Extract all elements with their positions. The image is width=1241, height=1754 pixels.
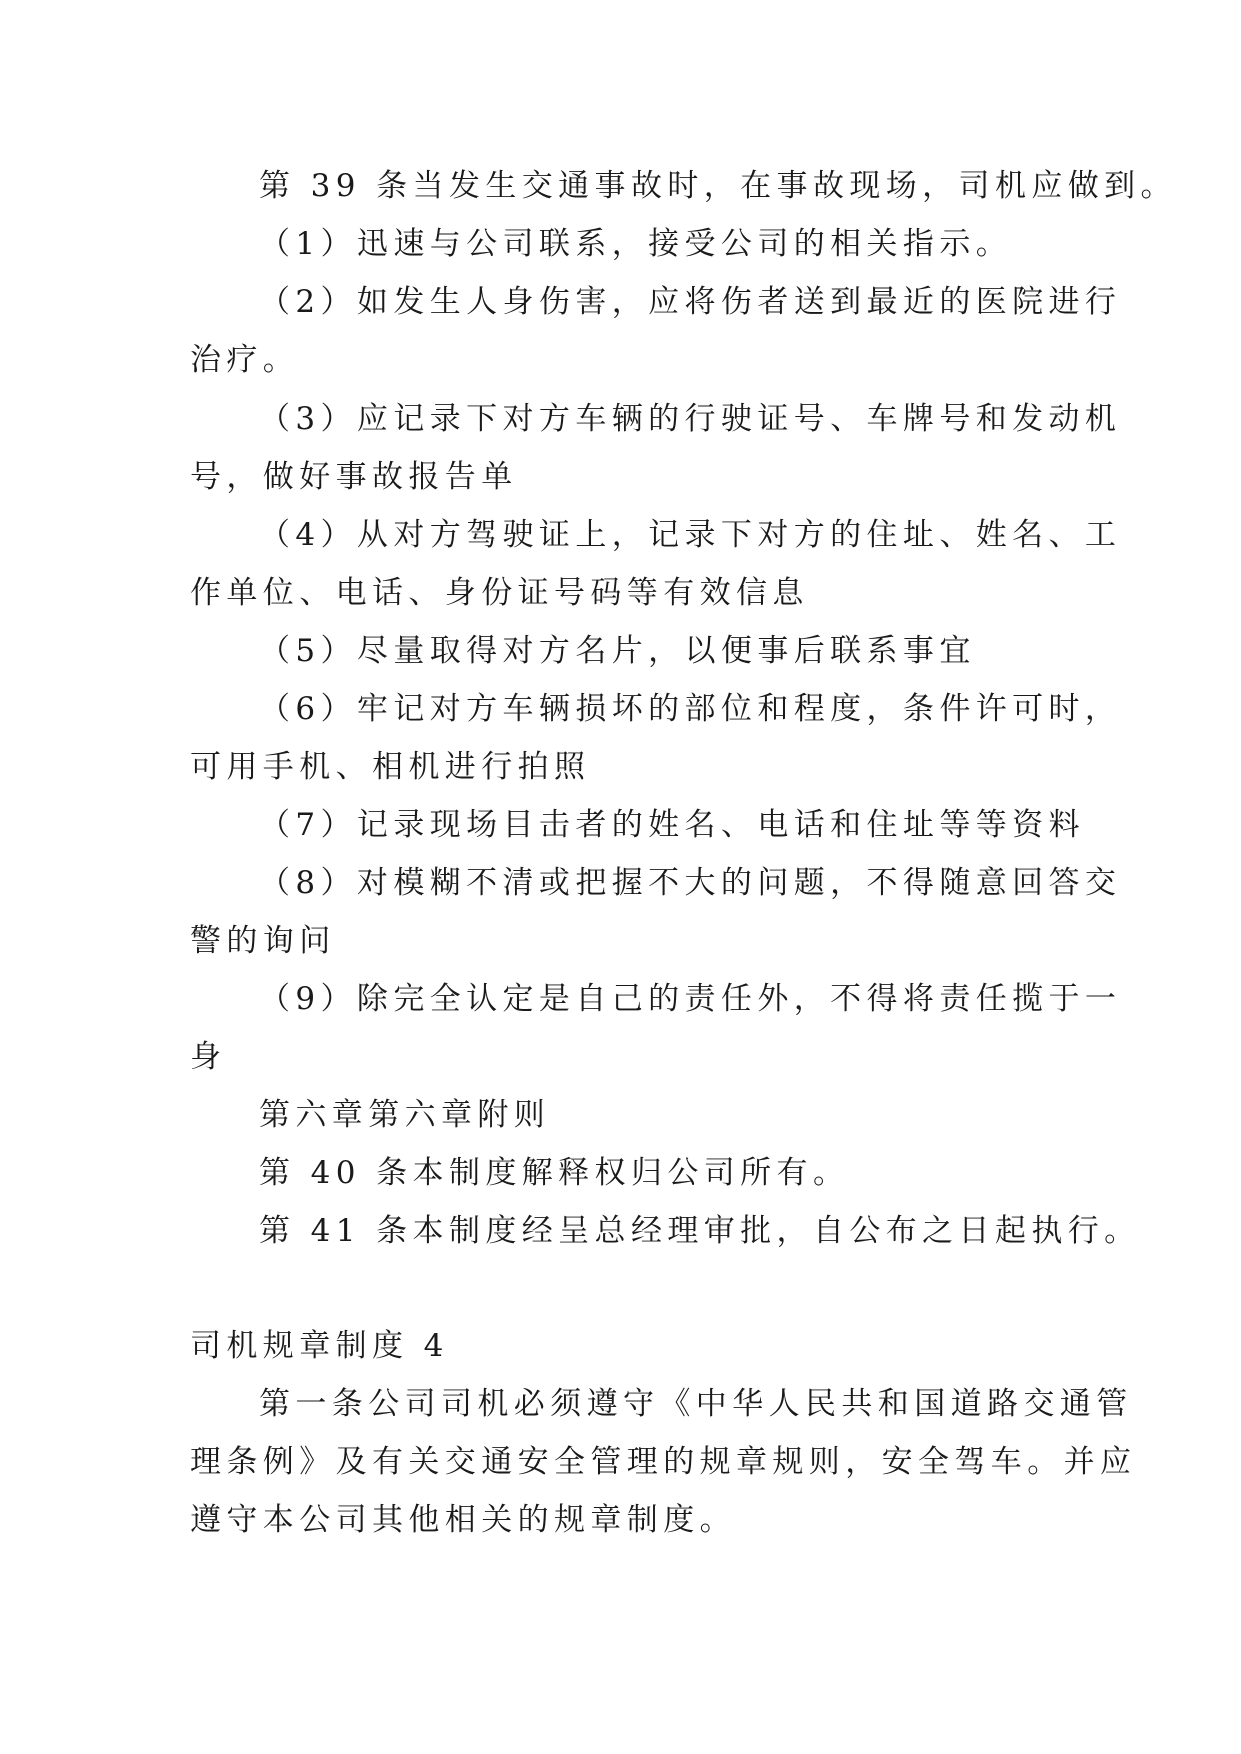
article-1-continued-1: 理条例》及有关交通安全管理的规章规则，安全驾车。并应 xyxy=(190,1444,1137,1480)
list-item-8: （8）对模糊不清或把握不大的问题，不得随意回答交 xyxy=(259,865,1122,901)
list-item-6-continued: 可用手机、相机进行拍照 xyxy=(190,749,591,785)
list-item-2-continued: 治疗。 xyxy=(190,342,300,378)
article-1: 第一条公司司机必须遵守《中华人民共和国道路交通管 xyxy=(259,1386,1133,1422)
article-39-heading: 第 39 条当发生交通事故时，在事故现场，司机应做到。 xyxy=(259,168,1177,204)
list-item-9: （9）除完全认定是自己的责任外，不得将责任揽于一 xyxy=(259,981,1122,1017)
article-1-continued-2: 遵守本公司其他相关的规章制度。 xyxy=(190,1502,736,1538)
list-item-6: （6）牢记对方车辆损坏的部位和程度，条件许可时， xyxy=(259,691,1122,727)
article-41: 第 41 条本制度经呈总经理审批，自公布之日起执行。 xyxy=(259,1213,1141,1249)
list-item-9-continued: 身 xyxy=(190,1039,227,1075)
list-item-3-continued: 号，做好事故报告单 xyxy=(190,459,518,495)
list-item-5: （5）尽量取得对方名片，以便事后联系事宜 xyxy=(259,633,976,669)
list-item-4: （4）从对方驾驶证上，记录下对方的住址、姓名、工 xyxy=(259,517,1122,553)
list-item-8-continued: 警的询问 xyxy=(190,923,336,959)
section-title: 司机规章制度 4 xyxy=(190,1328,449,1364)
article-40: 第 40 条本制度解释权归公司所有。 xyxy=(259,1155,850,1191)
chapter-heading: 第六章第六章附则 xyxy=(259,1097,551,1133)
list-item-1: （1）迅速与公司联系，接受公司的相关指示。 xyxy=(259,226,1013,262)
list-item-7: （7）记录现场目击者的姓名、电话和住址等等资料 xyxy=(259,807,1085,843)
list-item-2: （2）如发生人身伤害，应将伤者送到最近的医院进行 xyxy=(259,284,1122,320)
list-item-3: （3）应记录下对方车辆的行驶证号、车牌号和发动机 xyxy=(259,401,1122,437)
list-item-4-continued: 作单位、电话、身份证号码等有效信息 xyxy=(190,575,809,611)
